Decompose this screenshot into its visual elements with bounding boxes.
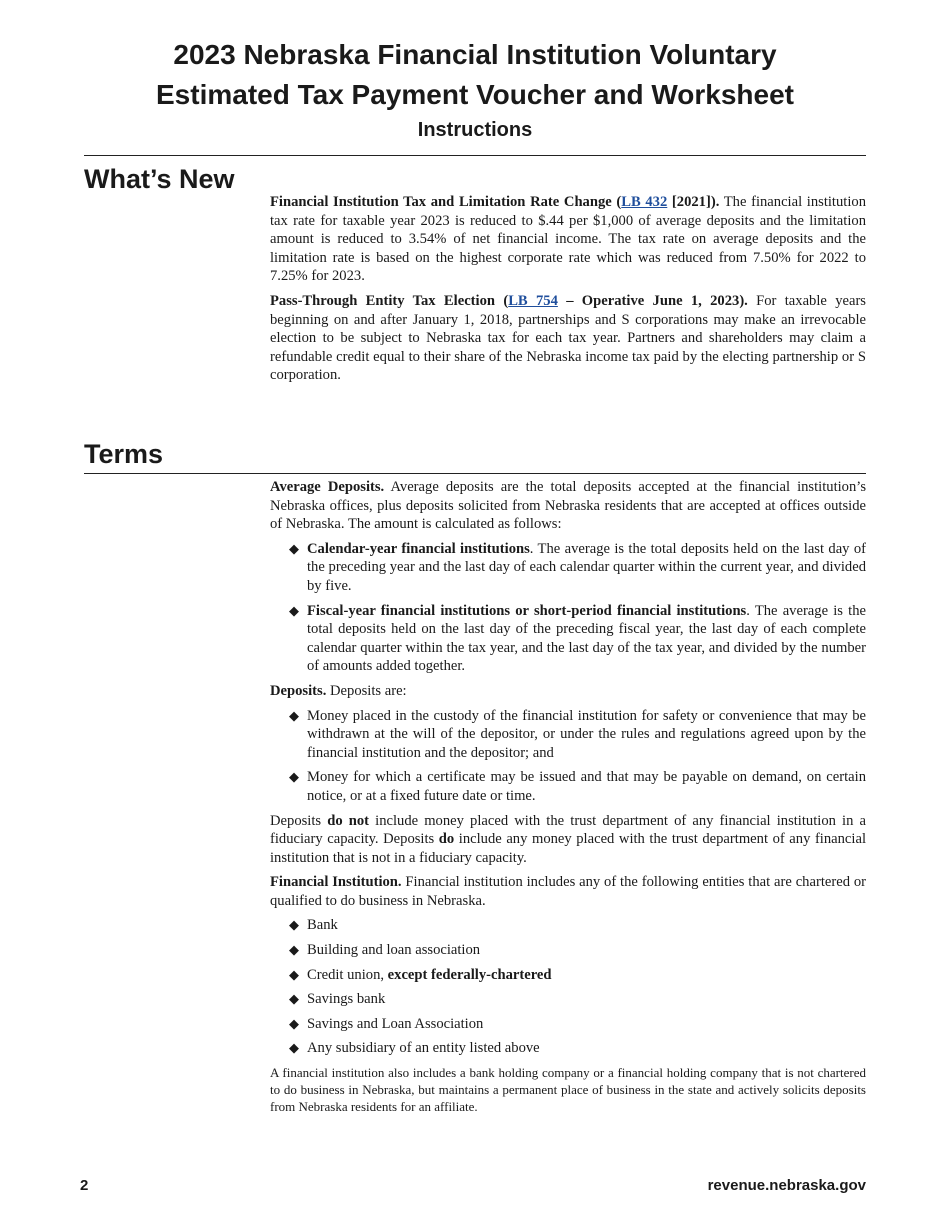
diamond-bullet-icon: ◆ [289,942,299,958]
list-item: ◆ Any subsidiary of an entity listed above [289,1040,540,1057]
list-item: ◆ Savings bank [289,991,386,1008]
deposits-paragraph: Deposits. Deposits are: [270,682,407,699]
diamond-bullet-icon: ◆ [289,707,299,723]
diamond-bullet-icon: ◆ [289,917,299,933]
diamond-bullet-icon: ◆ [289,602,299,618]
document-title-line1: 2023 Nebraska Financial Institution Voluntary [173,39,777,70]
average-deposits-paragraph: Average Deposits. Average deposits are the total deposits accepted at the financial institution’s Nebraska offices, plus deposits solicited from Nebraska residents that are accepted at offices outside of Nebraska. The amount is calculated as follows: [270,479,867,533]
whats-new-heading: What’s New [84,164,235,194]
list-item: ◆ Savings and Loan Association [289,1015,484,1032]
list-item: ◆ Credit union, except federally-chartered [289,966,552,983]
website-url[interactable]: revenue.nebraska.gov [707,1177,866,1194]
average-deposits-list [270,540,866,676]
document-title-line2: Estimated Tax Payment Voucher and Worksheet [156,79,794,110]
deposits-note-paragraph: Deposits do not include money placed with the trust department of any financial institution in a fiduciary capacity. Deposits do include any money placed with the trust department of any financial institution that is not in a fiduciary capacity. [270,812,866,866]
diamond-bullet-icon: ◆ [289,540,299,556]
deposits-list [270,707,866,806]
list-item: ◆ Calendar-year financial institutions. The average is the total deposits held on the last day of the preceding year and the last day of each calendar quarter within the current year, and divided by five. [289,540,866,594]
rate-change-paragraph: Financial Institution Tax and Limitation Rate Change (LB 432 [2021]). The financial institution tax rate for taxable year 2023 is reduced to $.44 per $1,000 of average deposits and the limitation amount is reduced to 3.54% of net financial income. The tax rate on average deposits and the limitation rate is based on the highest corporate rate which was reduced from 7.50% for 2022 to 7.25% for 2023. [270,194,866,285]
section-divider [84,155,866,156]
document-subtitle: Instructions [417,119,533,141]
pass-through-paragraph: Pass-Through Entity Tax Election (LB 754 – Operative June 1, 2023). For taxable years beginning on and after January 1, 2018, partnerships and S corporations may make an irrevocable election to be subject to Nebraska tax for each tax year. Partners and shareholders may claim a refundable credit equal to their share of the Nebraska income tax paid by the electing partnership or S corporation. [270,292,866,384]
financial-institution-list [270,916,866,1058]
list-item: ◆ Bank [289,917,338,934]
diamond-bullet-icon: ◆ [289,1015,299,1031]
diamond-bullet-icon: ◆ [289,991,299,1007]
list-item: ◆ Money for which a certificate may be issued and that may be payable on demand, on certain notice, or at a fixed future date or time. [289,769,866,804]
terms-content [270,478,866,1121]
list-item: ◆ Fiscal-year financial institutions or short-period financial institutions. The average is the total deposits held on the last day of the preceding fiscal year, the last day of each complete calendar quarter within the tax year, and the last day of the tax year, and divided by the number of amounts added together. [289,602,866,675]
diamond-bullet-icon: ◆ [289,966,299,982]
section-divider [84,473,866,474]
lb754-link[interactable]: LB 754 [508,292,558,309]
diamond-bullet-icon: ◆ [289,769,299,785]
financial-institution-closing: A financial institution also includes a bank holding company or a financial holding company that is not chartered to do business in Nebraska, but maintains a permanent place of business in the state and actively solicits deposits from Nebraska residents for an affiliate. [270,1065,866,1115]
whats-new-content [270,193,866,391]
terms-heading: Terms [84,439,164,469]
list-item: ◆ Money placed in the custody of the financial institution for safety or convenience that may be withdrawn at the will of the depositor, or under the rules and regulations agreed upon by the financial institution and the depositor; and [289,707,866,761]
financial-institution-paragraph: Financial Institution. Financial institution includes any of the following entities that are chartered or qualified to do business in Nebraska. [270,874,866,909]
page-number: 2 [80,1177,89,1194]
diamond-bullet-icon: ◆ [289,1040,299,1056]
list-item: ◆ Building and loan association [289,942,481,959]
lb432-link[interactable]: LB 432 [621,194,668,210]
